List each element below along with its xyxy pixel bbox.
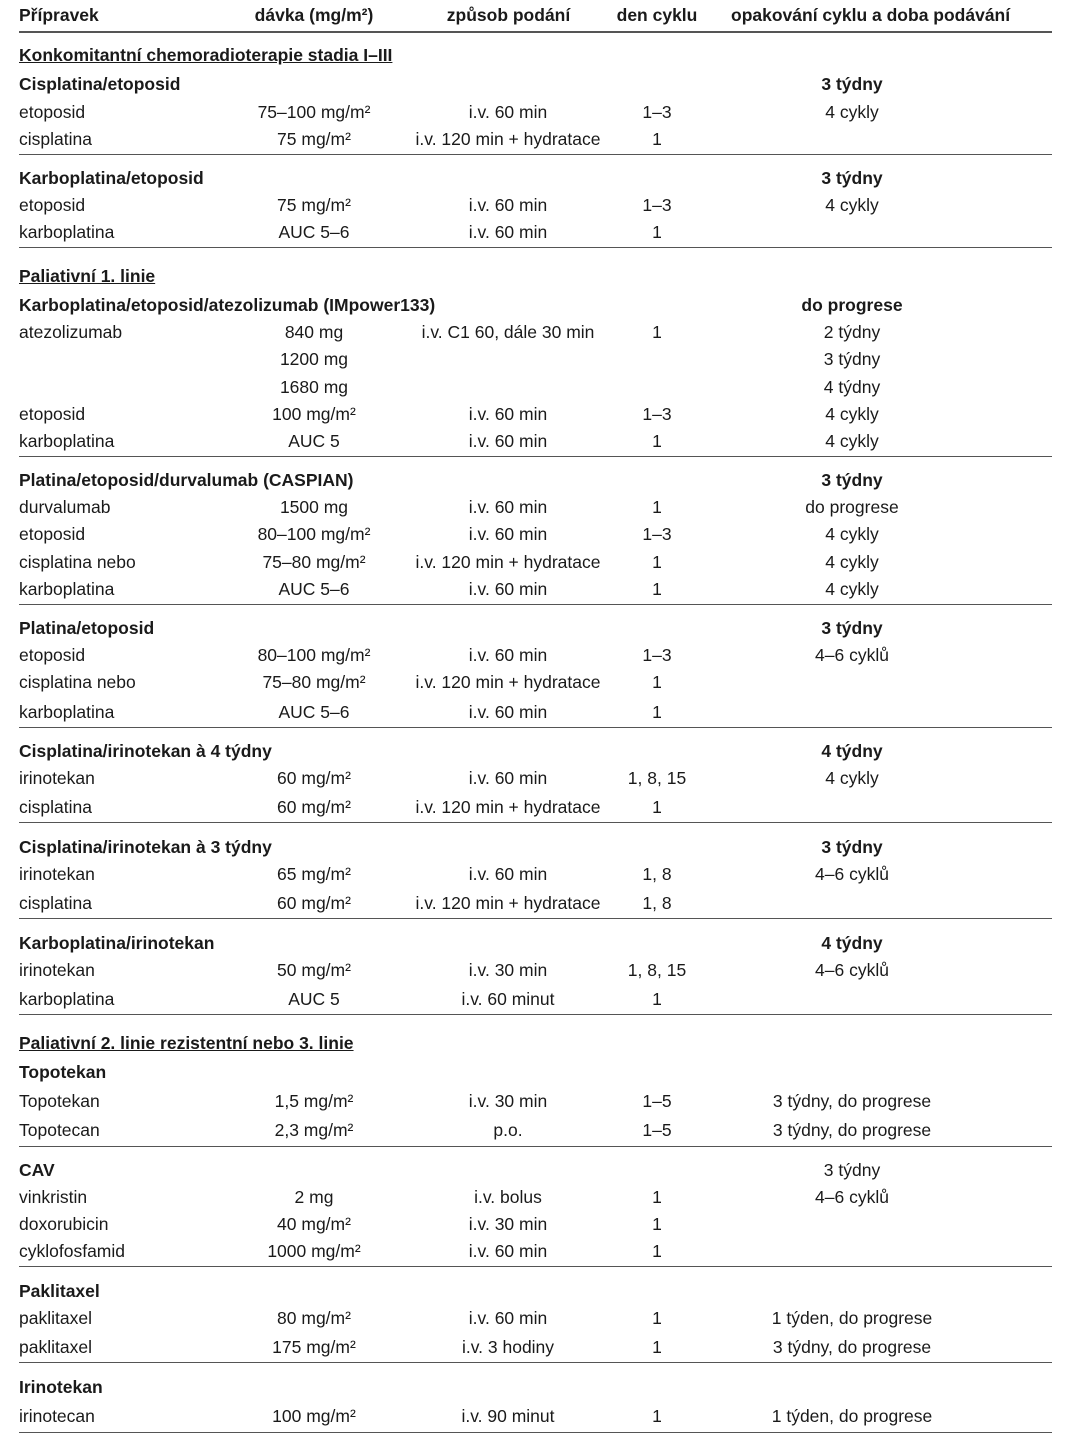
drug-name: irinotekan bbox=[19, 864, 95, 884]
regimen-group-header bbox=[19, 1374, 1052, 1401]
dose: 80–100 mg/m² bbox=[257, 524, 371, 544]
group-divider bbox=[19, 822, 1052, 823]
route: i.v. 60 min bbox=[468, 497, 548, 517]
drug-name: etoposid bbox=[19, 524, 86, 544]
drug-name: Topotekan bbox=[19, 1091, 100, 1111]
drug-name: cisplatina bbox=[19, 129, 92, 149]
regimen-cycle-interval: 3 týdny bbox=[823, 1160, 881, 1180]
dose: AUC 5 bbox=[288, 431, 340, 451]
drug-name: Topotecan bbox=[19, 1120, 100, 1140]
drug-name: cisplatina bbox=[19, 797, 92, 817]
group-divider bbox=[19, 1432, 1052, 1433]
dose: 80 mg/m² bbox=[277, 1308, 351, 1328]
regimen-name: Platina/etoposid bbox=[19, 618, 155, 638]
repeat-duration: do progrese bbox=[805, 497, 899, 517]
dose: 50 mg/m² bbox=[277, 960, 351, 980]
table-row bbox=[19, 861, 1052, 888]
group-divider bbox=[19, 154, 1052, 155]
route: i.v. 60 min bbox=[468, 1241, 548, 1261]
section-title: Paliativní 1. linie bbox=[19, 266, 156, 286]
table-row bbox=[19, 1211, 1052, 1238]
repeat-duration: 4 cykly bbox=[825, 404, 879, 424]
route: i.v. 60 min bbox=[468, 524, 548, 544]
dose: 60 mg/m² bbox=[277, 768, 351, 788]
regimen-group-header bbox=[19, 1278, 1052, 1305]
cycle-day: 1 bbox=[652, 1214, 662, 1234]
table-row bbox=[19, 1334, 1052, 1361]
dose: 80–100 mg/m² bbox=[257, 645, 371, 665]
drug-name: cisplatina nebo bbox=[19, 552, 136, 572]
cycle-day: 1 bbox=[652, 797, 662, 817]
header-day: den cyklu bbox=[616, 5, 698, 25]
dose: 75–80 mg/m² bbox=[262, 672, 366, 692]
dose: 100 mg/m² bbox=[272, 404, 356, 424]
dose: 65 mg/m² bbox=[277, 864, 351, 884]
table-row bbox=[19, 219, 1052, 246]
table-row bbox=[19, 890, 1052, 917]
group-divider bbox=[19, 456, 1052, 457]
repeat-duration: 4 cykly bbox=[825, 524, 879, 544]
repeat-duration: 4 cykly bbox=[825, 431, 879, 451]
repeat-duration: 1 týden, do progrese bbox=[771, 1308, 933, 1328]
regimen-name: Platina/etoposid/durvalumab (CASPIAN) bbox=[19, 470, 354, 490]
repeat-duration: 4–6 cyklů bbox=[815, 1187, 889, 1207]
route: p.o. bbox=[493, 1120, 523, 1140]
table-row bbox=[19, 401, 1052, 428]
cycle-day: 1–3 bbox=[642, 195, 672, 215]
drug-name: doxorubicin bbox=[19, 1214, 109, 1234]
cycle-day: 1 bbox=[652, 579, 662, 599]
regimen-cycle-interval: 3 týdny bbox=[821, 837, 883, 857]
route: i.v. 120 min + hydratace bbox=[415, 893, 601, 913]
table-row bbox=[19, 986, 1052, 1013]
table-row bbox=[19, 346, 1052, 373]
header-divider bbox=[19, 31, 1052, 33]
table-row bbox=[19, 1403, 1052, 1430]
cycle-day: 1–5 bbox=[642, 1120, 672, 1140]
cycle-day: 1 bbox=[652, 989, 662, 1009]
regimen-group-header bbox=[19, 1157, 1052, 1184]
cycle-day: 1–5 bbox=[642, 1091, 672, 1111]
cycle-day: 1 bbox=[652, 1337, 662, 1357]
repeat-duration: 3 týdny, do progrese bbox=[772, 1337, 932, 1357]
route: i.v. 60 min bbox=[468, 102, 548, 122]
regimen-cycle-interval: 3 týdny bbox=[821, 618, 883, 638]
cycle-day: 1–3 bbox=[642, 404, 672, 424]
regimen-name: Karboplatina/irinotekan bbox=[19, 933, 215, 953]
regimen-group-header bbox=[19, 738, 1052, 765]
route: i.v. 120 min + hydratace bbox=[415, 129, 601, 149]
dose: AUC 5–6 bbox=[278, 222, 350, 242]
table-row bbox=[19, 765, 1052, 792]
dose: AUC 5–6 bbox=[278, 702, 350, 722]
drug-name: etoposid bbox=[19, 102, 86, 122]
route: i.v. 60 min bbox=[468, 404, 548, 424]
dose: 1200 mg bbox=[279, 349, 349, 369]
cycle-day: 1 bbox=[652, 1187, 662, 1207]
table-row bbox=[19, 428, 1052, 455]
dose: 75 mg/m² bbox=[277, 195, 351, 215]
drug-name: karboplatina bbox=[19, 431, 115, 451]
regimen-cycle-interval: do progrese bbox=[801, 295, 903, 315]
cycle-day: 1, 8, 15 bbox=[627, 768, 687, 788]
cycle-day: 1 bbox=[652, 1241, 662, 1261]
route: i.v. 60 min bbox=[468, 431, 548, 451]
table-row bbox=[19, 1117, 1052, 1144]
dose: 1,5 mg/m² bbox=[274, 1091, 354, 1111]
dose: 840 mg bbox=[284, 322, 344, 342]
cycle-day: 1 bbox=[652, 222, 662, 242]
route: i.v. 120 min + hydratace bbox=[415, 672, 601, 692]
section-title-row bbox=[19, 42, 1052, 69]
dose: 1500 mg bbox=[279, 497, 349, 517]
table-row bbox=[19, 957, 1052, 984]
repeat-duration: 4–6 cyklů bbox=[815, 960, 889, 980]
dose: 100 mg/m² bbox=[272, 1406, 356, 1426]
table-row bbox=[19, 1238, 1052, 1265]
table-row bbox=[19, 319, 1052, 346]
cycle-day: 1–3 bbox=[642, 102, 672, 122]
table-row bbox=[19, 699, 1052, 726]
route: i.v. 60 min bbox=[468, 195, 548, 215]
table-row bbox=[19, 99, 1052, 126]
table-header bbox=[19, 2, 1052, 29]
group-divider bbox=[19, 1014, 1052, 1015]
route: i.v. 3 hodiny bbox=[461, 1337, 555, 1357]
route: i.v. 30 min bbox=[468, 1091, 548, 1111]
regimen-name: Paklitaxel bbox=[19, 1281, 100, 1301]
regimen-group-header bbox=[19, 930, 1052, 957]
table-row bbox=[19, 1184, 1052, 1211]
group-divider bbox=[19, 727, 1052, 728]
regimen-cycle-interval: 4 týdny bbox=[821, 933, 883, 953]
regimen-cycle-interval: 3 týdny bbox=[821, 470, 883, 490]
regimen-name: Cisplatina/etoposid bbox=[19, 74, 181, 94]
repeat-duration: 3 týdny, do progrese bbox=[772, 1120, 932, 1140]
drug-name: etoposid bbox=[19, 404, 86, 424]
section-title: Paliativní 2. linie rezistentní nebo 3. linie bbox=[19, 1033, 354, 1053]
repeat-duration: 3 týdny bbox=[823, 349, 881, 369]
route: i.v. 120 min + hydratace bbox=[415, 552, 601, 572]
route: i.v. 60 min bbox=[468, 579, 548, 599]
cycle-day: 1, 8, 15 bbox=[627, 960, 687, 980]
route: i.v. 60 min bbox=[468, 645, 548, 665]
cycle-day: 1 bbox=[652, 322, 662, 342]
regimen-cycle-interval: 3 týdny bbox=[821, 168, 883, 188]
dose: 75 mg/m² bbox=[277, 129, 351, 149]
drug-name: cyklofosfamid bbox=[19, 1241, 126, 1261]
regimen-name: Cisplatina/irinotekan à 4 týdny bbox=[19, 741, 272, 761]
regimen-group-header bbox=[19, 1059, 1052, 1086]
dose: 1000 mg/m² bbox=[267, 1241, 361, 1261]
drug-name: karboplatina bbox=[19, 222, 115, 242]
route: i.v. 60 min bbox=[468, 864, 548, 884]
table-row bbox=[19, 576, 1052, 603]
repeat-duration: 4–6 cyklů bbox=[815, 645, 889, 665]
route: i.v. 60 min bbox=[468, 222, 548, 242]
cycle-day: 1 bbox=[652, 702, 662, 722]
repeat-duration: 4 cykly bbox=[825, 102, 879, 122]
cycle-day: 1 bbox=[652, 672, 662, 692]
drug-name: karboplatina bbox=[19, 702, 115, 722]
cycle-day: 1 bbox=[652, 1406, 662, 1426]
dose: 175 mg/m² bbox=[272, 1337, 356, 1357]
regimen-group-header bbox=[19, 71, 1052, 98]
dose: 2,3 mg/m² bbox=[274, 1120, 354, 1140]
regimen-name: Karboplatina/etoposid bbox=[19, 168, 204, 188]
regimen-name: Karboplatina/etoposid/atezolizumab (IMpower133) bbox=[19, 295, 436, 315]
dose: 1680 mg bbox=[279, 377, 349, 397]
drug-name: etoposid bbox=[19, 645, 86, 665]
group-divider bbox=[19, 1146, 1052, 1147]
drug-name: irinotecan bbox=[19, 1406, 95, 1426]
regimen-group-header bbox=[19, 165, 1052, 192]
dose: 75–80 mg/m² bbox=[262, 552, 366, 572]
drug-name: atezolizumab bbox=[19, 322, 123, 342]
table-row bbox=[19, 1305, 1052, 1332]
table-row bbox=[19, 549, 1052, 576]
group-divider bbox=[19, 918, 1052, 919]
route: i.v. C1 60, dále 30 min bbox=[421, 322, 595, 342]
route: i.v. bolus bbox=[474, 1187, 542, 1207]
route: i.v. 60 min bbox=[468, 768, 548, 788]
table-row bbox=[19, 192, 1052, 219]
regimen-name: Irinotekan bbox=[19, 1377, 103, 1397]
cycle-day: 1 bbox=[652, 431, 662, 451]
regimen-name: Topotekan bbox=[19, 1062, 107, 1082]
repeat-duration: 2 týdny bbox=[823, 322, 881, 342]
drug-name: vinkristin bbox=[19, 1187, 88, 1207]
drug-name: paklitaxel bbox=[19, 1337, 92, 1357]
cycle-day: 1 bbox=[652, 129, 662, 149]
regimen-group-header bbox=[19, 615, 1052, 642]
table-row bbox=[19, 126, 1052, 153]
section-title-row bbox=[19, 1030, 1052, 1057]
repeat-duration: 4 týdny bbox=[823, 377, 881, 397]
group-divider bbox=[19, 1362, 1052, 1363]
header-route: způsob podání bbox=[446, 5, 571, 25]
route: i.v. 60 minut bbox=[461, 989, 555, 1009]
header-repeat: opakování cyklu a doba podávání bbox=[731, 5, 1011, 25]
cycle-day: 1–3 bbox=[642, 524, 672, 544]
table-row bbox=[19, 642, 1052, 669]
header-drug: Přípravek bbox=[19, 5, 99, 25]
dose: 75–100 mg/m² bbox=[257, 102, 371, 122]
repeat-duration: 4 cykly bbox=[825, 552, 879, 572]
regimen-name: Cisplatina/irinotekan à 3 týdny bbox=[19, 837, 272, 857]
drug-name: durvalumab bbox=[19, 497, 111, 517]
route: i.v. 60 min bbox=[468, 1308, 548, 1328]
dose: 60 mg/m² bbox=[277, 797, 351, 817]
route: i.v. 90 minut bbox=[461, 1406, 555, 1426]
group-divider bbox=[19, 1266, 1052, 1267]
section-title-row bbox=[19, 263, 1052, 290]
table-row bbox=[19, 1088, 1052, 1115]
group-divider bbox=[19, 247, 1052, 248]
group-divider bbox=[19, 604, 1052, 605]
cycle-day: 1 bbox=[652, 552, 662, 572]
header-dose: dávka (mg/m²) bbox=[254, 5, 374, 25]
dose: 40 mg/m² bbox=[277, 1214, 351, 1234]
table-row bbox=[19, 521, 1052, 548]
table-row bbox=[19, 494, 1052, 521]
regimen-cycle-interval: 4 týdny bbox=[821, 741, 883, 761]
regimen-group-header bbox=[19, 834, 1052, 861]
drug-name: irinotekan bbox=[19, 960, 95, 980]
drug-name: etoposid bbox=[19, 195, 86, 215]
table-row bbox=[19, 669, 1052, 696]
section-title: Konkomitantní chemoradioterapie stadia I–III bbox=[19, 45, 393, 65]
repeat-duration: 3 týdny, do progrese bbox=[772, 1091, 932, 1111]
repeat-duration: 4–6 cyklů bbox=[815, 864, 889, 884]
route: i.v. 60 min bbox=[468, 702, 548, 722]
cycle-day: 1–3 bbox=[642, 645, 672, 665]
drug-name: karboplatina bbox=[19, 989, 115, 1009]
dose: 2 mg bbox=[294, 1187, 334, 1207]
cycle-day: 1, 8 bbox=[642, 893, 672, 913]
route: i.v. 30 min bbox=[468, 1214, 548, 1234]
table-row bbox=[19, 374, 1052, 401]
drug-name: paklitaxel bbox=[19, 1308, 92, 1328]
regimen-group-header bbox=[19, 467, 1052, 494]
repeat-duration: 4 cykly bbox=[825, 768, 879, 788]
drug-name: cisplatina bbox=[19, 893, 92, 913]
repeat-duration: 4 cykly bbox=[825, 579, 879, 599]
cycle-day: 1 bbox=[652, 1308, 662, 1328]
route: i.v. 120 min + hydratace bbox=[415, 797, 601, 817]
regimen-cycle-interval: 3 týdny bbox=[821, 74, 883, 94]
dose: AUC 5 bbox=[288, 989, 340, 1009]
drug-name: cisplatina nebo bbox=[19, 672, 136, 692]
drug-name: karboplatina bbox=[19, 579, 115, 599]
dose: 60 mg/m² bbox=[277, 893, 351, 913]
regimen-group-header bbox=[19, 292, 1052, 319]
dose: AUC 5–6 bbox=[278, 579, 350, 599]
repeat-duration: 1 týden, do progrese bbox=[771, 1406, 933, 1426]
cycle-day: 1 bbox=[652, 497, 662, 517]
table-row bbox=[19, 794, 1052, 821]
route: i.v. 30 min bbox=[468, 960, 548, 980]
repeat-duration: 4 cykly bbox=[825, 195, 879, 215]
regimen-name: CAV bbox=[19, 1160, 55, 1180]
drug-name: irinotekan bbox=[19, 768, 95, 788]
cycle-day: 1, 8 bbox=[642, 864, 672, 884]
